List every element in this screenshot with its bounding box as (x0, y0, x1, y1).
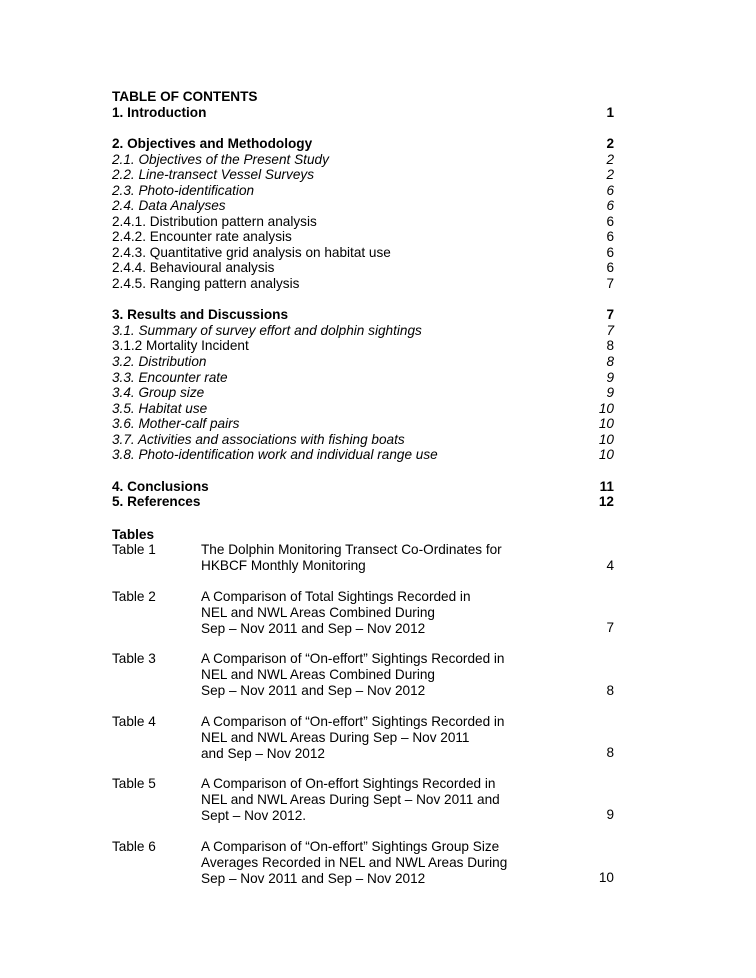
toc-entry[interactable] (112, 494, 614, 510)
toc-entry-page: 6 (606, 245, 614, 260)
table-description (201, 839, 541, 887)
toc-entry-page: 7 (606, 307, 614, 322)
toc-entry-page: 9 (606, 370, 614, 385)
toc-entry-text: 3.3. Encounter rate (112, 370, 228, 385)
toc-entry[interactable] (112, 214, 614, 230)
toc-entry-text: 3. Results and Discussions (112, 307, 289, 322)
table-description-line: A Comparison of Total Sightings Recorded in (201, 589, 471, 604)
toc-entry-page: 9 (606, 385, 614, 400)
toc-entry-page: 6 (606, 229, 614, 244)
toc-entry[interactable] (112, 479, 614, 495)
toc-entry-page: 8 (606, 338, 614, 353)
table-page: 10 (598, 870, 614, 885)
toc-entry[interactable] (112, 136, 614, 152)
toc-entry-page: 6 (606, 214, 614, 229)
tables-heading: Tables (112, 527, 155, 542)
toc-entry-text: 3.8. Photo-identification work and individual range use (112, 447, 438, 462)
toc-entry-text: 2.4.5. Ranging pattern analysis (112, 276, 300, 291)
toc-entry-text: 2.1. Objectives of the Present Study (112, 152, 329, 167)
table-page: 4 (606, 558, 614, 573)
toc-entry-text: 1. Introduction (112, 105, 207, 120)
toc-entry[interactable] (112, 167, 614, 183)
toc-entry-page: 10 (598, 432, 614, 447)
toc-entry-page: 1 (606, 105, 614, 120)
toc-entry[interactable] (112, 260, 614, 276)
toc-entry-text: 2.4. Data Analyses (112, 198, 226, 213)
table-label: Table 2 (112, 589, 156, 604)
table-description-line: and Sep – Nov 2012 (201, 746, 325, 761)
toc-entry-text: 3.7. Activities and associations with fishing boats (112, 432, 405, 447)
toc-entry[interactable] (112, 276, 614, 292)
toc-entry-text: 2.4.1. Distribution pattern analysis (112, 214, 317, 229)
toc-entry[interactable] (112, 323, 614, 339)
toc-entry-text: 3.1.2 Mortality Incident (112, 338, 249, 353)
table-description-line: A Comparison of “On-effort” Sightings Group Size (201, 839, 500, 854)
toc-entry-page: 7 (606, 323, 614, 338)
toc-entry-page: 2 (606, 152, 614, 167)
toc-entry[interactable] (112, 198, 614, 214)
table-label: Table 4 (112, 714, 156, 729)
toc-entry-page: 6 (606, 198, 614, 213)
toc-entry-text: 2.3. Photo-identification (112, 183, 255, 198)
toc-entry-page: 7 (606, 276, 614, 291)
toc-entry-text: 3.5. Habitat use (112, 401, 208, 416)
toc-entry-text: 3.2. Distribution (112, 354, 207, 369)
table-page: 9 (606, 807, 614, 822)
table-label: Table 1 (112, 542, 156, 557)
table-page: 8 (606, 683, 614, 698)
toc-entry-page: 8 (606, 354, 614, 369)
table-description (201, 651, 541, 699)
toc-entry-text: 2.4.2. Encounter rate analysis (112, 229, 292, 244)
table-description-line: Sep – Nov 2011 and Sep – Nov 2012 (201, 683, 426, 698)
toc-entry-page: 6 (606, 183, 614, 198)
table-description-line: Sep – Nov 2011 and Sep – Nov 2012 (201, 621, 426, 636)
toc-entry-text: 2.4.3. Quantitative grid analysis on habitat use (112, 245, 391, 260)
toc-entry[interactable] (112, 370, 614, 386)
toc-entry[interactable] (112, 152, 614, 168)
table-page: 8 (606, 745, 614, 760)
toc-entry-page: 6 (606, 260, 614, 275)
toc-entry-text: 3.4. Group size (112, 385, 205, 400)
toc-entry-text: 2.2. Line-transect Vessel Surveys (112, 167, 314, 182)
toc-entry[interactable] (112, 385, 614, 401)
toc-entry[interactable] (112, 229, 614, 245)
toc-entry-text: 2.4.4. Behavioural analysis (112, 260, 275, 275)
table-description-line: Sep – Nov 2011 and Sep – Nov 2012 (201, 871, 426, 886)
toc-entry[interactable] (112, 447, 614, 463)
toc-entry[interactable] (112, 307, 614, 323)
table-description-line: NEL and NWL Areas Combined During (201, 605, 435, 620)
toc-entry-text: 3.6. Mother-calf pairs (112, 416, 240, 431)
table-description (201, 714, 541, 762)
table-page: 7 (606, 620, 614, 635)
toc-entry[interactable] (112, 338, 614, 354)
table-description-line: The Dolphin Monitoring Transect Co-Ordinates for (201, 542, 502, 557)
toc-entry[interactable] (112, 183, 614, 199)
toc-entry-page: 10 (598, 447, 614, 462)
toc-entry-page: 10 (598, 416, 614, 431)
table-label: Table 3 (112, 651, 156, 666)
table-description-line: A Comparison of On-effort Sightings Recorded in (201, 776, 496, 791)
table-description-line: NEL and NWL Areas Combined During (201, 667, 435, 682)
toc-entry[interactable] (112, 416, 614, 432)
toc-entry-text: 2. Objectives and Methodology (112, 136, 313, 151)
toc-entry-page: 11 (599, 479, 614, 494)
table-description (201, 589, 541, 637)
table-description-line: A Comparison of “On-effort” Sightings Recorded in (201, 651, 505, 666)
toc-entry[interactable] (112, 105, 614, 121)
table-label: Table 6 (112, 839, 156, 854)
toc-entry-page: 12 (598, 494, 614, 509)
toc-entry[interactable] (112, 401, 614, 417)
toc-entry[interactable] (112, 354, 614, 370)
table-description (201, 542, 541, 574)
table-label: Table 5 (112, 776, 156, 791)
toc-entry-text: 4. Conclusions (112, 479, 209, 494)
toc-entry-page: 2 (606, 167, 614, 182)
table-description-line: NEL and NWL Areas During Sep – Nov 2011 (201, 730, 470, 745)
table-description-line: HKBCF Monthly Monitoring (201, 558, 366, 573)
toc-entry-text: 3.1. Summary of survey effort and dolphin sightings (112, 323, 422, 338)
toc-entry-page: 10 (598, 401, 614, 416)
toc-entry[interactable] (112, 432, 614, 448)
table-description-line: NEL and NWL Areas During Sept – Nov 2011 and (201, 792, 500, 807)
table-description-line: Averages Recorded in NEL and NWL Areas During (201, 855, 508, 870)
toc-title: TABLE OF CONTENTS (112, 89, 258, 104)
toc-entry-text: 5. References (112, 494, 201, 509)
table-description-line: Sept – Nov 2012. (201, 808, 307, 823)
toc-entry-page: 2 (606, 136, 614, 151)
toc-entry[interactable] (112, 245, 614, 261)
table-description-line: A Comparison of “On-effort” Sightings Recorded in (201, 714, 505, 729)
table-description (201, 776, 541, 824)
